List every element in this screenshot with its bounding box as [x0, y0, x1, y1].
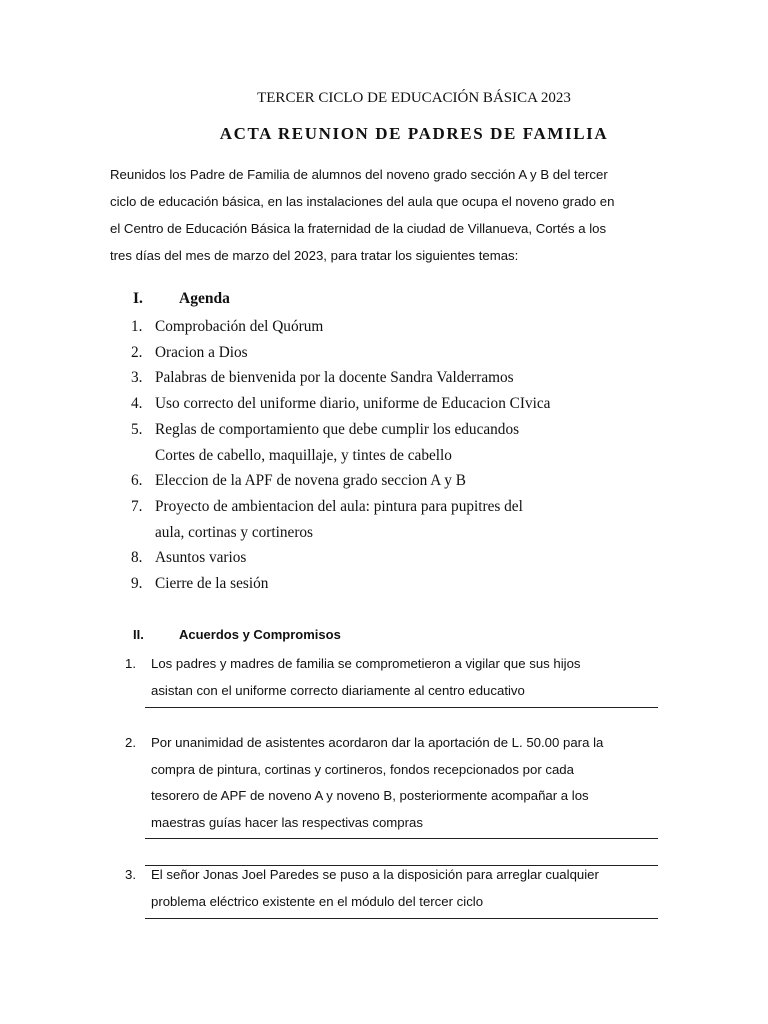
agreement-text: Por unanimidad de asistentes acordaron dar la aportación de L. 50.00 para la	[151, 735, 604, 750]
agenda-text: Oracion a Dios	[155, 343, 248, 361]
agenda-text: Proyecto de ambientacion del aula: pintura para pupitres del	[155, 497, 523, 515]
section-agreements-heading	[133, 627, 341, 642]
agenda-number: 4.	[131, 395, 143, 413]
agreement-item	[125, 730, 665, 836]
agenda-item	[131, 571, 651, 597]
agenda-item	[131, 494, 651, 520]
agenda-number: 5.	[131, 420, 143, 438]
agreement-number: 3.	[125, 867, 136, 882]
signature-line	[145, 838, 658, 839]
agenda-text: Uso correcto del uniforme diario, uniforme de Educacion CIvica	[155, 395, 551, 413]
agenda-number: 1.	[131, 318, 143, 335]
section-number: I.	[133, 290, 143, 307]
agenda-number: 2.	[131, 343, 143, 361]
intro-line: tres días del mes de marzo del 2023, para tratar los siguientes temas:	[110, 248, 519, 263]
agenda-text: Asuntos varios	[155, 549, 247, 567]
document-title: ACTA REUNION DE PADRES DE FAMILIA	[219, 124, 609, 143]
agenda-text: Cierre de la sesión	[155, 575, 269, 593]
agenda-text: Comprobación del Quórum	[155, 318, 324, 335]
agenda-item-continued	[131, 520, 651, 546]
intro-line: ciclo de educación básica, en las instalaciones del aula que ocupa el noveno grado en	[110, 194, 615, 209]
agenda-list	[131, 314, 651, 597]
agreement-number: 2.	[125, 735, 136, 750]
intro-paragraph	[110, 161, 650, 269]
agreement-item	[125, 651, 665, 704]
agreement-text: asistan con el uniforme correcto diariamente al centro educativo	[151, 682, 525, 698]
agenda-item	[131, 417, 651, 443]
intro-line: el Centro de Educación Básica la fraternidad de la ciudad de Villanueva, Cortés a los	[110, 221, 607, 236]
agreement-item	[125, 862, 665, 915]
agenda-item	[131, 365, 651, 391]
agenda-number: 8.	[131, 549, 143, 567]
section-number: II.	[133, 627, 144, 642]
agenda-item	[131, 340, 651, 366]
agreement-text: tesorero de APF de noveno A y noveno B, posteriormente acompañar a los	[151, 788, 589, 803]
agenda-item	[131, 468, 651, 494]
section-title: Acuerdos y Compromisos	[179, 627, 341, 642]
agreement-text: problema eléctrico existente en el módulo del tercer ciclo	[151, 893, 484, 909]
section-title: Agenda	[179, 290, 230, 307]
agenda-number: 9.	[131, 575, 143, 593]
signature-line	[145, 707, 658, 708]
agenda-number: 6.	[131, 472, 143, 490]
agenda-text: Eleccion de la APF de novena grado seccion A y B	[155, 472, 466, 490]
school-cycle-heading: TERCER CICLO DE EDUCACIÓN BÁSICA 2023	[257, 90, 571, 106]
agenda-number: 7.	[131, 497, 143, 515]
agenda-number: 3.	[131, 369, 143, 387]
agenda-item	[131, 391, 651, 417]
agreement-text: maestras guías hacer las respectivas compras	[151, 814, 423, 830]
agreement-text: compra de pintura, cortinas y cortineros, fondos recepcionados por cada	[151, 761, 574, 777]
agreement-number: 1.	[125, 656, 136, 671]
agenda-text: aula, cortinas y cortineros	[155, 523, 314, 541]
agreement-text: Los padres y madres de familia se comprometieron a vigilar que sus hijos	[151, 656, 581, 671]
agreement-text: El señor Jonas Joel Paredes se puso a la disposición para arreglar cualquier	[151, 867, 599, 882]
section-agenda-heading	[133, 290, 230, 308]
agenda-item-continued	[131, 443, 651, 469]
agenda-item	[131, 545, 651, 571]
agenda-text: Reglas de comportamiento que debe cumplir los educandos	[155, 420, 520, 438]
agenda-item	[131, 314, 651, 340]
agenda-text: Palabras de bienvenida por la docente Sandra Valderramos	[155, 369, 514, 387]
signature-line	[145, 918, 658, 919]
intro-line: Reunidos los Padre de Familia de alumnos del noveno grado sección A y B del tercer	[110, 167, 608, 182]
agenda-text: Cortes de cabello, maquillaje, y tintes de cabello	[155, 446, 452, 464]
